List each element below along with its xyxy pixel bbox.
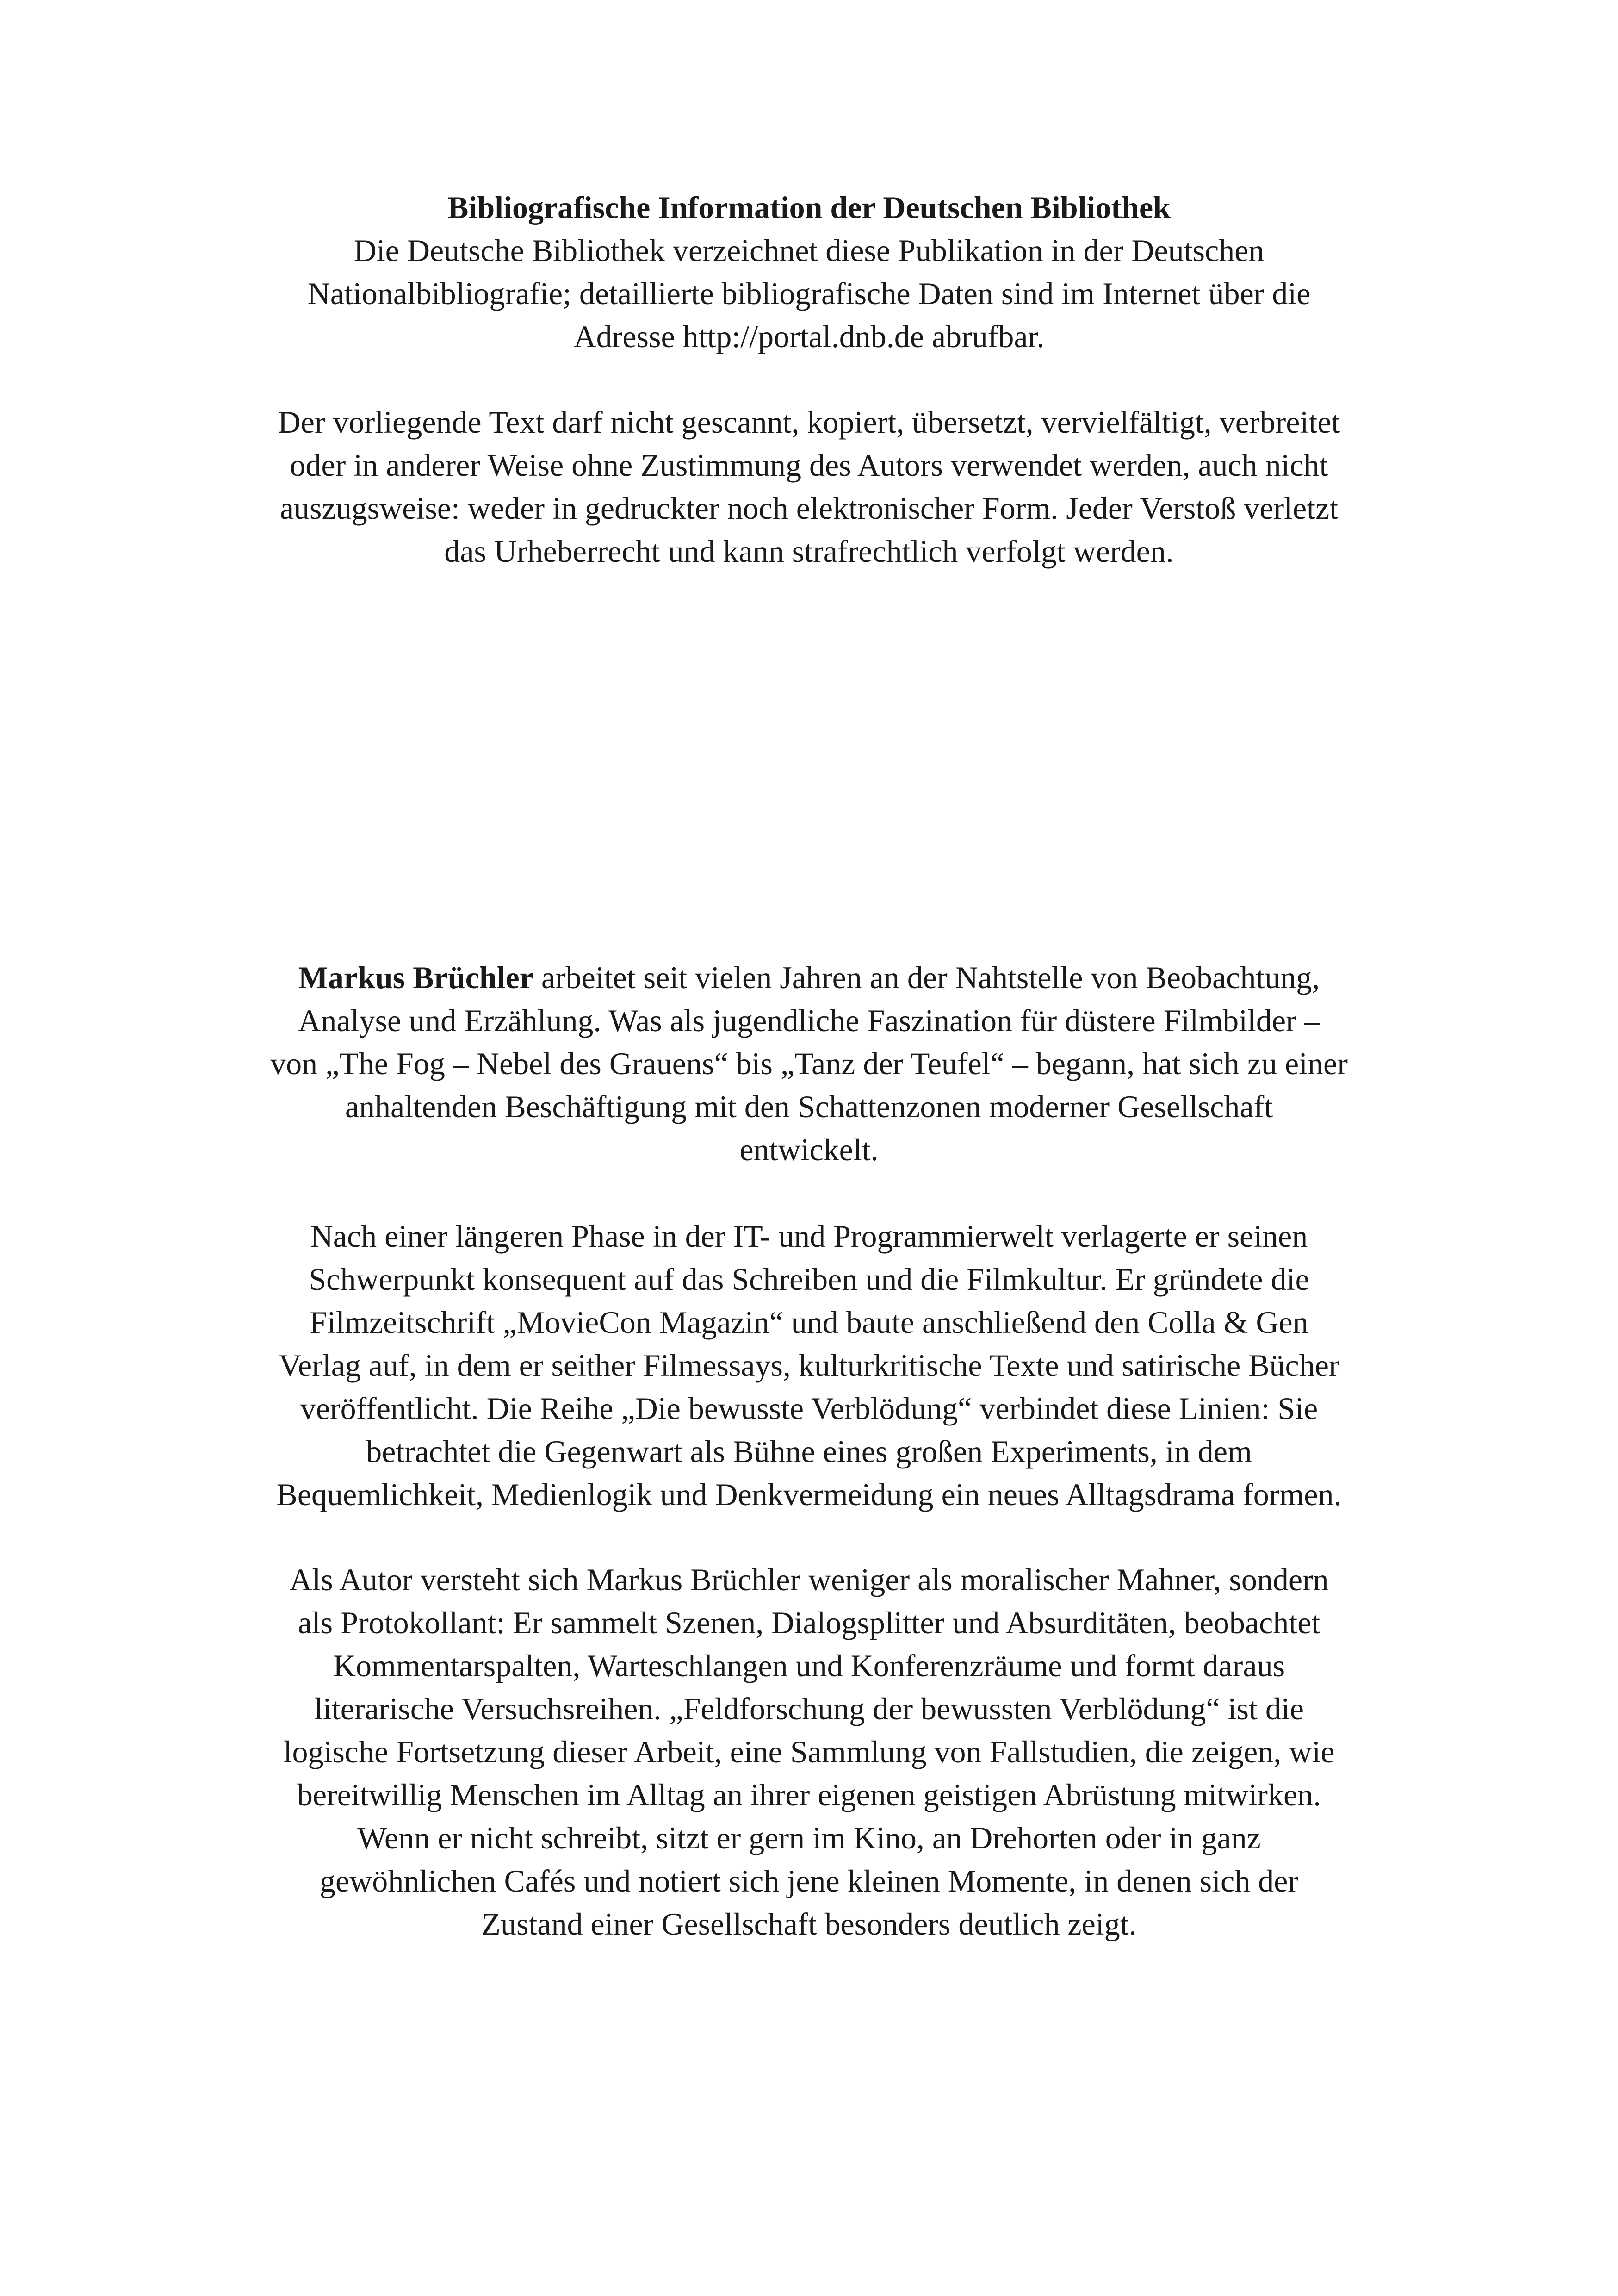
author-bio-line: anhaltenden Beschäftigung mit den Schattenzonen moderner Gesellschaft xyxy=(345,1089,1273,1124)
author-bio-line: veröffentlicht. Die Reihe „Die bewusste Verblödung“ verbindet diese Linien: Sie xyxy=(300,1391,1318,1426)
author-bio-line: Verlag auf, in dem er seither Filmessays, kulturkritische Texte und satirische Bücher xyxy=(279,1348,1339,1383)
author-bio-first-line xyxy=(0,956,1618,999)
author-bio-line: logische Fortsetzung dieser Arbeit, eine Sammlung von Fallstudien, die zeigen, wie xyxy=(283,1734,1335,1769)
copyright-line: Der vorliegende Text darf nicht gescannt, kopiert, übersetzt, vervielfältigt, verbreitet xyxy=(278,404,1340,440)
bibliographic-heading: Bibliografische Information der Deutschen Bibliothek xyxy=(447,190,1171,225)
author-bio-line: Wenn er nicht schreibt, sitzt er gern im Kino, an Drehorten oder in ganz xyxy=(357,1820,1261,1855)
author-bio-paragraph-1 xyxy=(0,956,1618,1171)
author-bio-line: Zustand einer Gesellschaft besonders deutlich zeigt. xyxy=(481,1906,1137,1941)
author-name: Markus Brüchler xyxy=(298,960,533,995)
copyright-line: das Urheberrecht und kann strafrechtlich verfolgt werden. xyxy=(444,534,1174,569)
author-bio-line: Nach einer längeren Phase in der IT- und Programmierwelt verlagerte er seinen xyxy=(310,1219,1308,1254)
author-bio-line: Schwerpunkt konsequent auf das Schreiben und die Filmkultur. Er gründete die xyxy=(309,1262,1309,1297)
author-bio-paragraph-2 xyxy=(0,1215,1618,1516)
author-bio-line: bereitwillig Menschen im Alltag an ihrer eigenen geistigen Abrüstung mitwirken. xyxy=(297,1777,1321,1812)
copyright-notice xyxy=(0,401,1618,573)
author-bio-line: Als Autor versteht sich Markus Brüchler weniger als moralischer Mahner, sondern xyxy=(289,1562,1329,1597)
author-bio-paragraph-3 xyxy=(0,1558,1618,1946)
author-bio-line: entwickelt. xyxy=(739,1132,879,1167)
copyright-line: auszugsweise: weder in gedruckter noch elektronischer Form. Jeder Verstoß verletzt xyxy=(279,491,1339,526)
author-bio-line: betrachtet die Gegenwart als Bühne eines großen Experiments, in dem xyxy=(366,1434,1252,1469)
author-bio-line: literarische Versuchsreihen. „Feldforschung der bewussten Verblödung“ ist die xyxy=(314,1691,1304,1726)
author-bio-first-line-text: arbeitet seit vielen Jahren an der Nahtstelle von Beobachtung, xyxy=(533,960,1320,995)
bibliographic-line: Die Deutsche Bibliothek verzeichnet diese Publikation in der Deutschen xyxy=(353,233,1265,268)
author-bio-line: Filmzeitschrift „MovieCon Magazin“ und baute anschließend den Colla & Gen xyxy=(310,1305,1308,1340)
bibliographic-line: Adresse http://portal.dnb.de abrufbar. xyxy=(573,319,1045,354)
bibliographic-line: Nationalbibliografie; detaillierte bibliografische Daten sind im Internet über die xyxy=(307,276,1311,311)
bibliographic-info-block xyxy=(0,186,1618,358)
author-bio-line: Analyse und Erzählung. Was als jugendliche Faszination für düstere Filmbilder – xyxy=(298,1003,1320,1038)
author-bio-line: als Protokollant: Er sammelt Szenen, Dialogsplitter und Absurditäten, beobachtet xyxy=(298,1605,1320,1640)
copyright-line: oder in anderer Weise ohne Zustimmung des Autors verwendet werden, auch nicht xyxy=(290,448,1328,483)
author-bio-line: Bequemlichkeit, Medienlogik und Denkvermeidung ein neues Alltagsdrama formen. xyxy=(276,1477,1342,1512)
author-bio-line: Kommentarspalten, Warteschlangen und Konferenzräume und formt daraus xyxy=(333,1648,1285,1683)
author-bio-line: gewöhnlichen Cafés und notiert sich jene kleinen Momente, in denen sich der xyxy=(320,1863,1298,1898)
author-bio-line: von „The Fog – Nebel des Grauens“ bis „Tanz der Teufel“ – begann, hat sich zu einer xyxy=(270,1046,1348,1081)
